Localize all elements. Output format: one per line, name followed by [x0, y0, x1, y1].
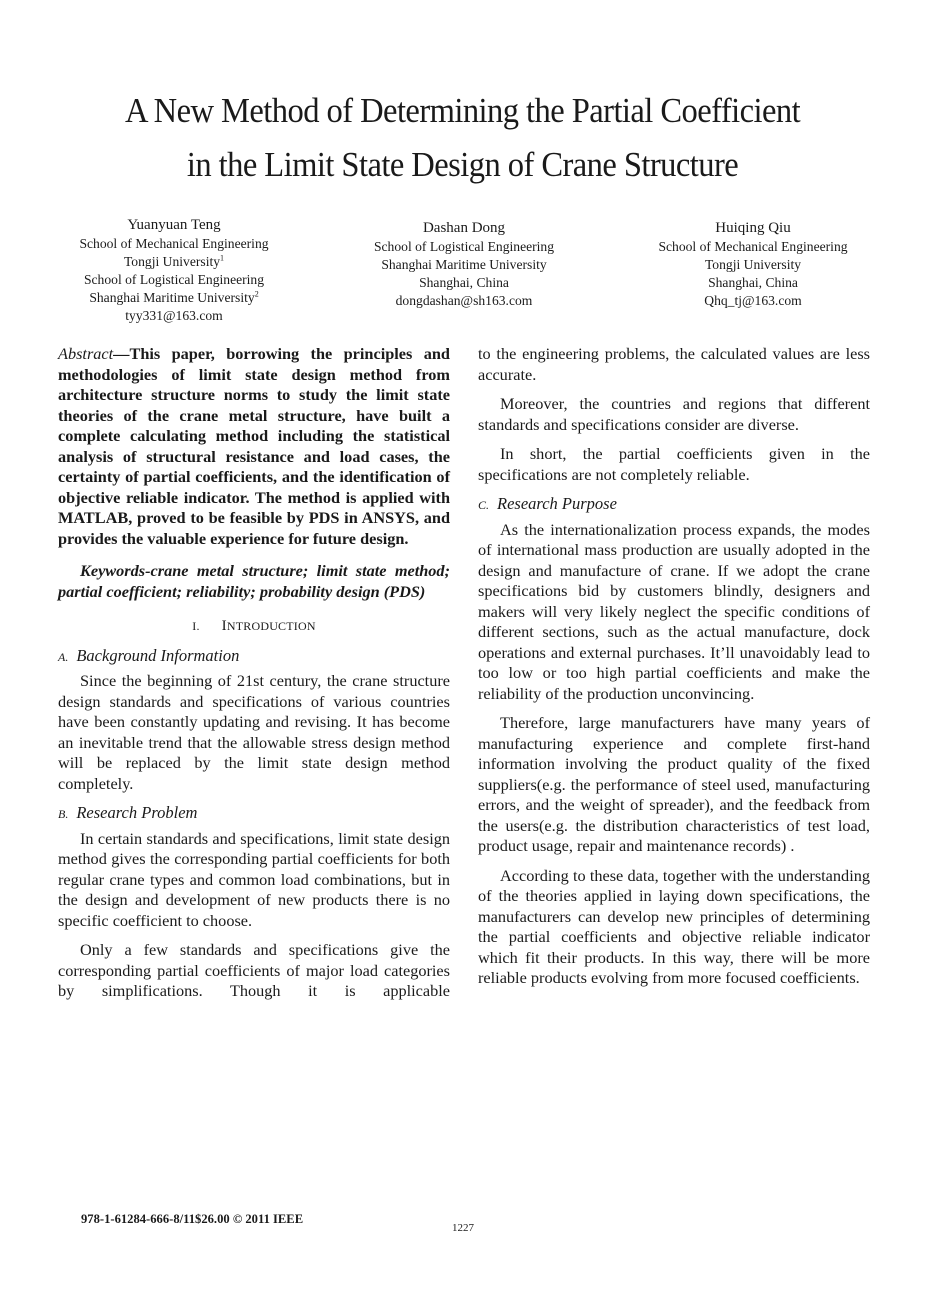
title-line-2: in the Limit State Design of Crane Structure [186, 145, 739, 184]
section-heading-introduction [58, 616, 450, 638]
right-column [478, 344, 870, 998]
affiliation-superscript: 1 [220, 253, 225, 263]
author-affiliation: Tongji University$^1$ [123, 253, 225, 269]
author-block-2 [346, 218, 582, 310]
section-title-rest: NTRODUCTION [226, 619, 316, 633]
subsection-letter: C. [478, 498, 490, 512]
paragraph-purpose-2: Therefore, large manufacturers have many years of manufacturing experience and complete first-hand information involving the product quality of the fixed suppliers(e.g. the performance of steel used, manufacturing errors, and the weight of spreader), and the feedback from the users(e.g. the distribution characteristics of test load, product usage, repair and maintenance records) . [478, 713, 870, 855]
keywords: Keywords-crane metal structure; limit state method; partial coefficient; reliability; probability design (PDS) [58, 561, 450, 601]
paragraph-problem-1: In certain standards and specifications, limit state design method gives the corresponding partial coefficients for both regular crane types and common load combinations, but in the design and development of new products there is no specific coefficient to choose. [58, 828, 450, 930]
section-title-initial: I [221, 618, 227, 634]
section-number: I. [192, 619, 200, 633]
author-block-1 [58, 215, 290, 325]
affiliation-superscript: 2 [254, 289, 259, 299]
abstract-text: This paper, borrowing the principles and methodologies of limit state design method from architecture structure norms to study the limit state theories of the crane metal structure, have built a complete calculating method including the statistical analysis of structural resistance and load cases, the certainty of partial coefficients, and the identification of objective reliable indicator. The method is applied with MATLAB, proved to be feasible by PDS in ANSYS, and provides the valuable experience for future design. [58, 344, 450, 548]
abstract-label: Abstract [58, 344, 114, 363]
author-affiliation: School of Mechanical Engineering [79, 236, 269, 251]
abstract-dash: — [113, 344, 130, 363]
paragraph-purpose-3: According to these data, together with the understanding of the theories applied in laying down specifications, the manufacturers can develop new principles of determining the partial coefficients and objective reliable indicator which fit their products. In this way, there will be more reliable products evolving from more focused coefficients. [478, 865, 870, 987]
subsection-heading-background [58, 646, 450, 668]
page-number: 1227 [452, 1222, 474, 1234]
author-affiliation: School of Mechanical Engineering [658, 239, 848, 254]
author-affiliation: Shanghai Maritime University [381, 257, 547, 272]
paragraph-purpose-1: As the internationalization process expands, the modes of international mass production are usually adopted in the design and manufacture of crane. If we adopt the crane specifications bid by customers blindly, designers and makers will very likely neglect the specific conditions of different sections, such as the actual manufacture, dock operations and external purchases. It’ll unavoidably lead to too low or too high partial coefficients and make the reliability of the production unconvincing. [478, 519, 870, 703]
subsection-heading-problem [58, 803, 450, 825]
paragraph-problem-2b: to the engineering problems, the calculated values are less accurate. [478, 344, 870, 384]
subsection-title: Research Problem [76, 803, 198, 822]
footer-copyright: 978-1-61284-666-8/11$26.00 © 2011 IEEE [81, 1212, 304, 1226]
paragraph-problem-3: Moreover, the countries and regions that different standards and specifications consider are diverse. [478, 394, 870, 434]
author-email[interactable]: tyy331@163.com [125, 308, 223, 323]
author-affiliation: School of Logistical Engineering [373, 239, 555, 254]
paragraph-problem-4: In short, the partial coefficients given in the specifications are not completely reliable. [478, 444, 870, 484]
author-name: Yuanyuan Teng [127, 217, 221, 233]
author-affiliation: Shanghai Maritime University$^2$ [89, 289, 259, 305]
title-line-1: A New Method of Determining the Partial Coefficient [124, 91, 801, 130]
author-email[interactable]: Qhq_tj@163.com [704, 293, 802, 308]
author-affiliation: School of Logistical Engineering [83, 272, 265, 287]
author-name: Dashan Dong [422, 220, 506, 236]
paragraph-problem-2a: Only a few standards and specifications give the corresponding partial coefficients of major load categories by simplifications. Though it is applicable [58, 940, 450, 1000]
subsection-heading-purpose [478, 494, 870, 516]
author-block-3 [634, 218, 872, 310]
author-name: Huiqing Qiu [715, 220, 791, 236]
author-affiliation: Shanghai, China [708, 275, 798, 290]
subsection-title: Background Information [76, 645, 240, 665]
paper-title [32, 84, 892, 192]
subsection-title: Research Purpose [497, 494, 617, 513]
paragraph-background-1: Since the beginning of 21st century, the crane structure design standards and specifications of various countries have been constantly updating and revising. It has become an inevitable trend that the allowable stress design method will be replaced by the limit state design method completely. [58, 671, 450, 793]
author-affiliation: Shanghai, China [419, 275, 509, 290]
subsection-letter: A. [58, 649, 69, 664]
author-affiliation: Tongji University [704, 257, 802, 272]
subsection-letter: B. [58, 807, 69, 821]
abstract [58, 344, 450, 549]
author-email[interactable]: dongdashan@sh163.com [395, 293, 533, 308]
left-column [58, 344, 450, 1011]
